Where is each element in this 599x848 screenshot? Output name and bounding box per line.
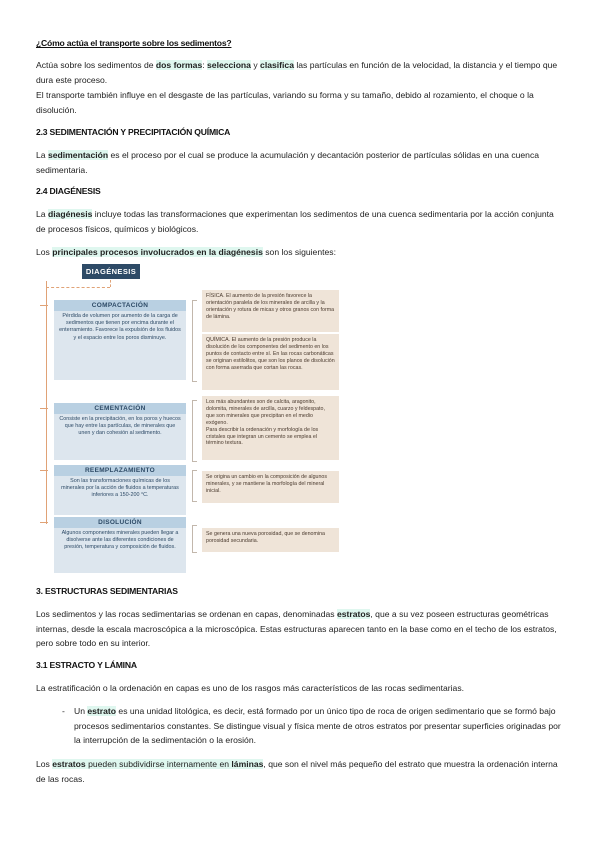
connector (40, 470, 48, 471)
text: Los sedimentos y las rocas sedimentarias se ordenan en capas, denominadas (36, 609, 337, 619)
detail-disolucion: Se genera una nueva porosidad, que se denomina porosidad secundaria. (202, 528, 339, 552)
paragraph-laminas (36, 757, 564, 786)
box-cementacion (54, 403, 186, 460)
detail-reemplazamiento: Se origina un cambio en la composición de algunos minerales, y se mantiene la morfología del mineral inicial. (202, 471, 339, 503)
bracket (192, 300, 197, 382)
text: son los siguientes: (262, 247, 336, 257)
paragraph-estrato (74, 704, 564, 748)
connector (110, 280, 111, 287)
text-cementacion: Consiste en la precipitación, en los poros y huecos que hay entre las partículas, de minerales que unen y dan cohesión al sedimento. (59, 416, 181, 437)
text: Actúa sobre los sedimentos de (36, 60, 156, 70)
text: Un (74, 706, 88, 716)
connector (40, 408, 48, 409)
heading-sedimentacion: 2.3 SEDIMENTACIÓN Y PRECIPITACIÓN QUÍMICA (36, 127, 231, 137)
text-disolucion: Algunos componentes minerales pueden llegar a disolverse ante las diferentes condiciones de presión, temperatura y composición de fluidos. (61, 530, 179, 551)
text: : (202, 60, 208, 70)
paragraph-diagenesis (36, 207, 564, 236)
highlight-selecciona: selecciona (207, 60, 251, 70)
highlight-estratos-2: estratos (52, 759, 86, 769)
paragraph-desgaste: El transporte también influye en el desgaste de las partículas, variando su forma y su tamaño, debido al rozamiento, el choque o la disolución. (36, 90, 534, 115)
heading-estracto-lamina: 3.1 ESTRACTO Y LÁMINA (36, 660, 137, 670)
heading-diagenesis: 2.4 DIAGÉNESIS (36, 186, 101, 196)
connector (40, 522, 48, 523)
text-compactacion: Pérdida de volumen por aumento de la carga de sedimentos que tienen por encima durante el enterramiento. Favorece la expulsión de los fluidos y el espacio entre los poros disminuye. (59, 313, 181, 341)
highlight-dos-formas: dos formas (155, 60, 203, 70)
highlight-clasifica: clasifica (260, 60, 294, 70)
paragraph-estratificacion: La estratificación o la ordenación en capas es uno de los rasgos más característicos de las rocas sedimentarias. (36, 683, 465, 693)
text: La (36, 150, 48, 160)
heading-transporte: ¿Cómo actúa el transporte sobre los sedimentos? (36, 38, 232, 48)
detail-fisica: FÍSICA. El aumento de la presión favorece la orientación paralela de los minerales de arcilla y la orientación y rotura de micas y otros granos con forma de lámina. (202, 290, 339, 332)
text: es una unidad litológica, es decir, está formado por un único tipo de roca de origen sedimentario que se formó bajo procesos sedimentarios constantes. Se distingue visual y física mente de otros estratos por presentar superficies originadas por la interrupción de la sedimentación o la erosión. (74, 706, 561, 746)
label-disolucion: DISOLUCIÓN (54, 517, 186, 528)
text: Los (36, 247, 53, 257)
detail-quimica: QUÍMICA. El aumento de la presión produce la disolución de los componentes del sedimento en los puntos de contacto entre sí. En las rocas carbonáticas se originan estilolitos, que son los planos de disolución con forma aserrada que cortan las rocas. (202, 334, 339, 390)
diagram-title: DIAGÉNESIS (82, 264, 140, 279)
label-cementacion: CEMENTACIÓN (54, 403, 186, 414)
heading-estructuras: 3. ESTRUCTURAS SEDIMENTARIAS (36, 586, 178, 596)
box-disolucion (54, 517, 186, 573)
box-reemplazamiento (54, 465, 186, 515)
text: , que son el nivel más pequeño del estrato que muestra la ordenación interna de las rocas. (36, 759, 558, 784)
detail-cementacion (202, 396, 339, 460)
text: incluye todas las transformaciones que experimentan los sedimentos de una cuenca sedimentaria por la acción conjunta de procesos físicos, químicos y biológicos. (36, 209, 554, 234)
highlight-sedimentacion: sedimentación (47, 150, 109, 160)
connector (40, 305, 48, 306)
highlight-estrato: estrato (87, 706, 117, 716)
text: La (36, 209, 48, 219)
highlight-estratos: estratos (336, 609, 371, 619)
text: , que a su vez poseen estructuras geométricas internas, desde la escala macroscópica a la microscópica. Estas estructuras aparecen tanto en la base como en el techo de los estratos, pero sobre todo en su interior. (36, 609, 557, 649)
text-cementacion-b: Para describir la ordenación y morfología de los cristales que integran un cemento se emplea el término textura. (206, 426, 319, 447)
text: Los (36, 759, 53, 769)
paragraph-sedimentacion (36, 148, 564, 177)
text-cementacion-a: Los más abundantes son de calcita, aragonito, dolomita, minerales de arcilla, cuarzo y feldespato, que son minerales que precipitan en el medio exógeno. (206, 399, 325, 426)
bracket (192, 400, 197, 462)
text: y (250, 60, 261, 70)
label-compactacion: COMPACTACIÓN (54, 300, 186, 311)
highlight-laminas: láminas (231, 759, 264, 769)
box-compactacion (54, 300, 186, 380)
label-reemplazamiento: REEMPLAZAMIENTO (54, 465, 186, 476)
highlight-diagenesis: diagénesis (47, 209, 93, 219)
paragraph-transporte-formas (36, 58, 564, 87)
paragraph-estructuras (36, 607, 564, 651)
paragraph-procesos (36, 245, 564, 260)
bracket (192, 470, 197, 502)
text: es el proceso por el cual se produce la acumulación y decantación posterior de partículas sólidas en una cuenca sedimentaria. (36, 150, 540, 175)
bullet-dash: - (62, 706, 65, 716)
bracket (192, 525, 197, 553)
text: las partículas en función de la velocidad, la distancia y el tiempo que dura este proceso. (36, 60, 558, 85)
text-highlighted: pueden subdividirse internamente en (85, 759, 232, 769)
text-reemplazamiento: Son las transformaciones químicas de los minerales por la acción de fluidos a temperaturas inferiores a 150-200 °C. (61, 478, 179, 499)
connector (46, 287, 110, 288)
highlight-principales-procesos: principales procesos involucrados en la diagénesis (52, 247, 263, 257)
diagram-trunk-line (46, 281, 47, 524)
